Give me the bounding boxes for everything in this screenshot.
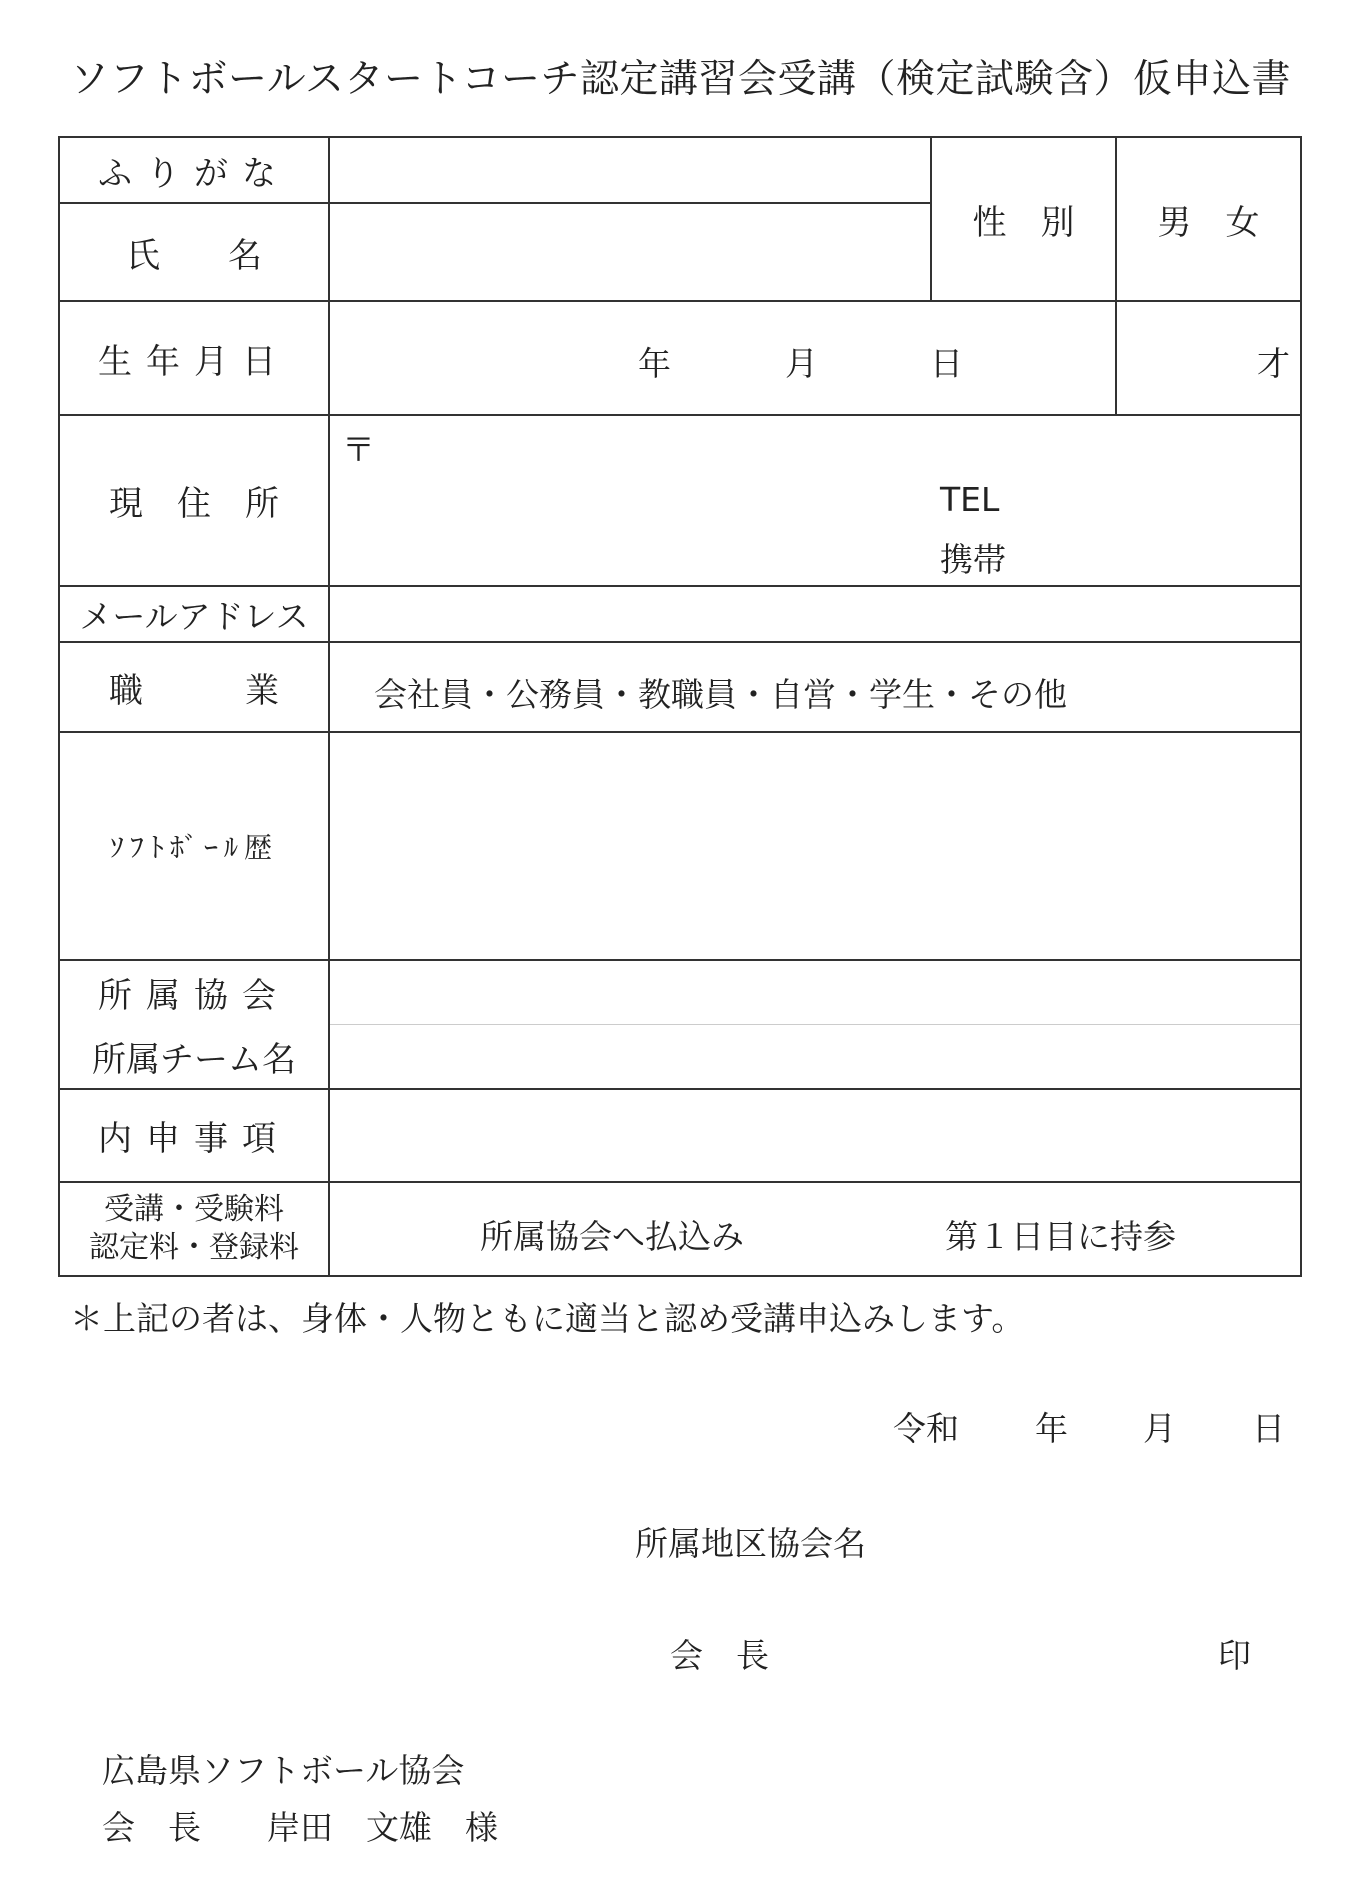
addressee-president: 会 長 岸田 文雄 様 — [102, 1808, 498, 1847]
furigana-label: ふりがな — [59, 137, 329, 203]
district-association-label: 所属地区協会名 — [635, 1524, 866, 1563]
president-label: 会 長 — [670, 1636, 769, 1675]
birth-day-label: 日 — [930, 344, 963, 383]
application-form-table — [58, 136, 1302, 1277]
age-field[interactable] — [1116, 301, 1301, 415]
affiliation-assoc-label: 所属協会 — [59, 960, 329, 1024]
address-field[interactable] — [329, 415, 1301, 586]
furigana-field[interactable] — [329, 137, 931, 203]
mobile-label: 携帯 — [940, 540, 1006, 579]
date-month: 月 — [1143, 1409, 1176, 1448]
address-label: 現 住 所 — [59, 415, 329, 586]
fee-option-bring-day1[interactable]: 第１日目に持参 — [945, 1217, 1176, 1256]
occupation-field[interactable] — [329, 642, 1301, 732]
addressee-organization: 広島県ソフトボール協会 — [102, 1751, 465, 1790]
fee-label: 受講・受験料 認定料・登録料 — [59, 1182, 329, 1276]
date-era: 令和 — [893, 1409, 959, 1448]
occupation-options: 会社員・公務員・教職員・自営・学生・その他 — [374, 675, 1067, 714]
occupation-label: 職 業 — [59, 642, 329, 732]
affiliation-team-label: 所属チーム名 — [59, 1024, 329, 1089]
recommendation-label: 内申事項 — [59, 1089, 329, 1182]
birth-month-label: 月 — [785, 344, 818, 383]
gender-options[interactable]: 男 女 — [1116, 137, 1301, 301]
seal-mark: 印 — [1218, 1636, 1251, 1675]
birth-year-label: 年 — [638, 344, 671, 383]
fee-option-pay-assoc[interactable]: 所属協会へ払込み — [480, 1217, 744, 1256]
affiliation-assoc-field[interactable] — [329, 960, 1301, 1024]
endorsement-note: ＊上記の者は、身体・人物ともに適当と認め受講申込みします。 — [70, 1299, 1025, 1338]
softball-history-field[interactable] — [329, 732, 1301, 960]
softball-history-label: ｿﾌﾄﾎﾞｰﾙ歴 — [59, 732, 329, 960]
age-label: 才 — [1257, 344, 1290, 383]
email-label: メールアドレス — [59, 586, 329, 642]
affiliation-team-field[interactable] — [329, 1024, 1301, 1089]
gender-label: 性 別 — [931, 137, 1116, 301]
name-label: 氏 名 — [59, 203, 329, 301]
postal-mark: 〒 — [342, 430, 375, 469]
birthdate-field[interactable] — [329, 301, 1116, 415]
email-field[interactable] — [329, 586, 1301, 642]
birthdate-label: 生年月日 — [59, 301, 329, 415]
tel-label: TEL — [940, 480, 1000, 519]
fee-field[interactable] — [329, 1182, 1301, 1276]
recommendation-field[interactable] — [329, 1089, 1301, 1182]
date-day: 日 — [1252, 1409, 1285, 1448]
name-field[interactable] — [329, 203, 931, 301]
form-title: ソフトボールスタートコーチ認定講習会受講（検定試験含）仮申込書 — [70, 57, 1291, 102]
date-year: 年 — [1035, 1409, 1068, 1448]
